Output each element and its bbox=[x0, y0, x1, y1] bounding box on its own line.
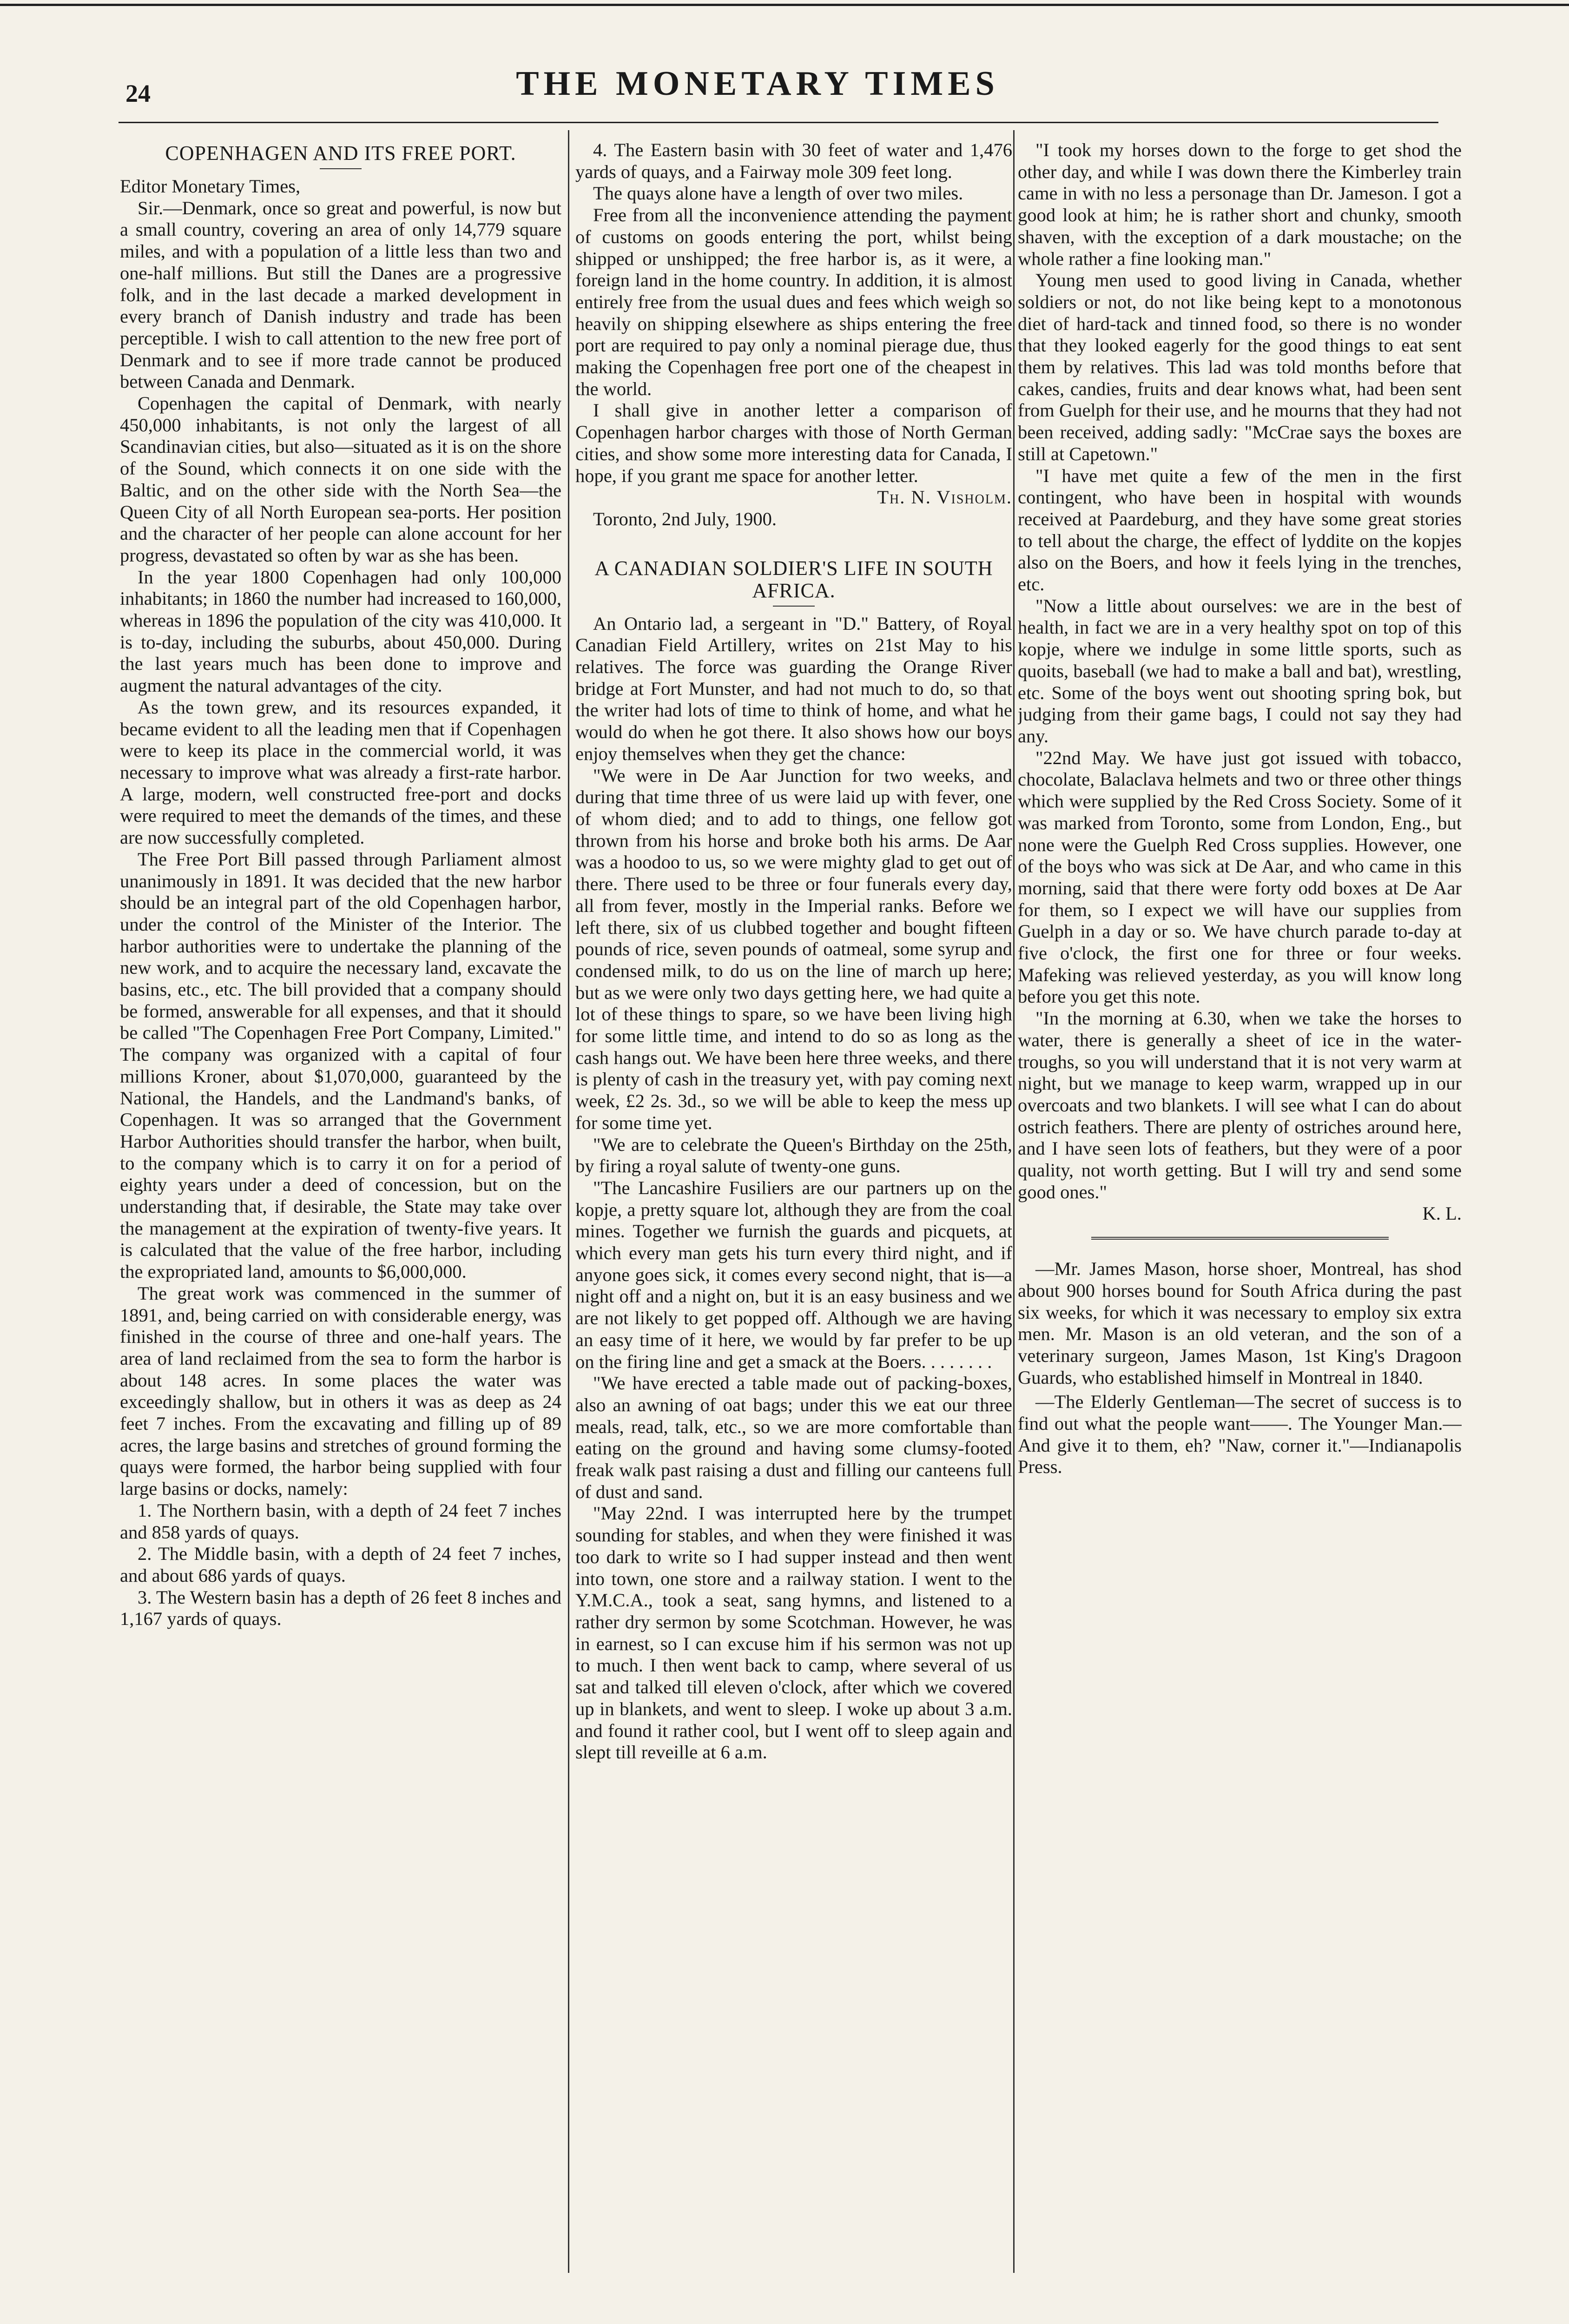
salutation: Editor Monetary Times, bbox=[120, 176, 301, 197]
paragraph: "The Lancashire Fusiliers are our partners up on the kopje, a pretty square lot, although they are from the coal mines. Together we furnish the guards and picquets, at which every man gets his turn every third night, and if anyone goes sick, it comes every second night, that is—a night off and a night on, but it is an easy business and we are not likely to get popped off. Although we are having an easy time of it here, we would by far prefer to be up on the firing line and get a smack at the Boers. . . . . . . . bbox=[575, 1177, 1012, 1372]
list-item: 3. The Western basin has a depth of 26 feet 8 inches and 1,167 yards of quays. bbox=[120, 1586, 561, 1630]
paragraph: "May 22nd. I was interrupted here by the trumpet sounding for stables, and when they were finished it was too dark to write so I had supper instead and then went into town, one store and a railway station. I went to the Y.M.C.A., took a seat, sang hymns, and listened to a rather dry sermon by some Scotchman. However, he was in earnest, so I can excuse him if his sermon was not up to much. I then went back to camp, where several of us sat and talked till eleven o'clock, after which we covered up in blankets, and went to sleep. I woke up about 3 a.m. and found it rather cool, but I went off to sleep again and slept till reveille at 6 a.m. bbox=[575, 1503, 1012, 1763]
paragraph: An Ontario lad, a sergeant in "D." Battery, of Royal Canadian Field Artillery, writes on 21st May to his relatives. The force was guarding the Orange River bridge at Fort Munster, and had not much to do, so that the writer had lots of time to think of home, and what he would do when he got there. It also shows how our boys enjoy themselves when they get the chance: bbox=[575, 613, 1012, 764]
paragraph: As the town grew, and its resources expanded, it became evident to all the leading men that if Copenhagen were to keep its place in the commercial world, it was necessary to improve what was already a first-rate harbor. A large, modern, well constructed free-port and docks were required to meet the demands of the times, and these are now successfully completed. bbox=[120, 696, 561, 848]
paragraph: Copenhagen the capital of Denmark, with nearly 450,000 inhabitants, is not only the largest of all Scandinavian cities, but also—situated as it is on the shore of the Sound, which connects it on one side with the Baltic, and on the other side with the North Sea—the Queen City of all North European sea-ports. Her position and the character of her people can alone account for her progress, devastated so often by war as she has been. bbox=[120, 393, 561, 566]
paragraph: Sir.—Denmark, once so great and powerful, is now but a small country, covering an area of only 14,779 square miles, and with a population of a little less than two and one-half millions. But still the Danes are a progressive folk, and in the last decade a marked development in every branch of Danish industry and trade has been perceptible. I wish to call attention to the new free port of Denmark and to see if more trade cannot be produced between Canada and Denmark. bbox=[120, 197, 561, 392]
title-rule bbox=[320, 168, 362, 169]
paragraph: "We were in De Aar Junction for two weeks, and during that time three of us were laid up with fever, one of whom died; and to add to things, one fellow got thrown from his horse and broke both his arms. De Aar was a hoodoo to us, so we were mighty glad to get out of there. There used to be three or four funerals every day, all from fever, mostly in the Imperial ranks. Before we left there, six of us clubbed together and bought fifteen pounds of rice, seven pounds of oatmeal, some syrup and condensed milk, to do us on the line of march up here; but as we were only two days getting here, we had quite a lot of these things to spare, so we have been living high for some little time, and intend to do so as long as the cash hangs out. We have been here three weeks, and there is plenty of cash in the treasury yet, with pay coming next week, £2 2s. 3d., so we will be able to keep the mess up for some time yet. bbox=[575, 765, 1012, 1133]
paragraph: "Now a little about ourselves: we are in the best of health, in fact we are in a very healthy spot on top of this kopje, where we indulge in some little sports, such as quoits, baseball (we had to make a ball and bat), wrestling, etc. Some of the boys went out shooting spring bok, but judging from their game bags, I could not say they had any. bbox=[1018, 595, 1462, 746]
list-item: 1. The Northern basin, with a depth of 24 feet 7 inches and 858 yards of quays. bbox=[120, 1499, 561, 1543]
paragraph: "We have erected a table made out of packing-boxes, also an awning of oat bags; under this we eat our three meals, read, talk, etc., so we are more comfortable than eating on the ground and having some clumsy-footed freak walk past raising a dust and filling our canteens full of dust and sand. bbox=[575, 1373, 1012, 1502]
masthead: THE MONETARY TIMES bbox=[516, 65, 999, 103]
column-divider bbox=[568, 130, 569, 2273]
section-separator-rule bbox=[1091, 1237, 1389, 1241]
list-item: 4. The Eastern basin with 30 feet of water and 1,476 yards of quays, and a Fairway mole 309 feet long. bbox=[575, 139, 1012, 182]
page-number: 24 bbox=[125, 79, 151, 107]
paragraph: I shall give in another letter a comparison of Copenhagen harbor charges with those of North German cities, and show some more interesting data for Canada, I hope, if you grant me space for another letter. bbox=[575, 400, 1012, 486]
column-1 bbox=[120, 139, 561, 2278]
news-item: —Mr. James Mason, horse shoer, Montreal, has shod about 900 horses bound for South Africa during the past six weeks, for which it was necessary to employ six extra men. Mr. Mason is an old veteran, and the son of a veterinary surgeon, James Mason, 1st King's Dragoon Guards, who established himself in Montreal in 1840. bbox=[1018, 1258, 1462, 1388]
article-title-soldier: A CANADIAN SOLDIER'S LIFE IN SOUTH AFRICA. bbox=[594, 556, 993, 602]
paragraph: "We are to celebrate the Queen's Birthday on the 25th, by firing a royal salute of twenty-one guns. bbox=[575, 1134, 1012, 1177]
news-item: —The Elderly Gentleman—The secret of success is to find out what the people want——. The Younger Man.—And give it to them, eh? "Naw, corner it."—Indianapolis Press. bbox=[1018, 1391, 1462, 1478]
article-title-copenhagen: COPENHAGEN AND ITS FREE PORT. bbox=[165, 142, 516, 165]
paragraph: "22nd May. We have just got issued with tobacco, chocolate, Balaclava helmets and two or three other things which were supplied by the Red Cross Society. Some of it was marked from Toronto, some from London, Eng., but none were the Guelph Red Cross supplies. However, one of the boys who was sick at De Aar, and who came in this morning, said that there were forty odd boxes at De Aar for them, so I expect we will have our supplies from Guelph in a day or so. We have church parade to-day at five o'clock, the first one for three or four weeks. Mafeking was relieved yesterday, as you will know long before you get this note. bbox=[1018, 747, 1462, 1007]
paragraph: "In the morning at 6.30, when we take the horses to water, there is generally a sheet of ice in the water-troughs, so you will understand that it is not very warm at night, but we manage to keep warm, wrapped up in our overcoats and two blankets. I will see what I can do about ostrich feathers. There are plenty of ostriches around here, and I have seen lots of feathers, but they were of a poor quality, not worth getting. But I will try and send some good ones." bbox=[1018, 1008, 1462, 1202]
paragraph: Young men used to good living in Canada, whether soldiers or not, do not like being kept to a monotonous diet of hard-tack and tinned food, so there is no wonder that they looked eagerly for the good things to eat sent them by relatives. This lad was told months before that cakes, candies, fruits and dear knows what, had been sent from Guelph for their use, and he mourns that they had not been received, adding sadly: "McCrae says the boxes are still at Capetown." bbox=[1018, 270, 1462, 464]
column-2 bbox=[575, 139, 1012, 2278]
paragraph: "I have met quite a few of the men in the first contingent, who have been in hospital with wounds received at Paardeburg, and they have some great stories to tell about the charge, the effect of lyddite on the kopjes also on the Boers, and how it feels lying in the trenches, etc. bbox=[1018, 465, 1462, 595]
column-3 bbox=[1018, 139, 1462, 2278]
signature bbox=[575, 487, 1012, 508]
paragraph: The great work was commenced in the summer of 1891, and, being carried on with considerable energy, was finished in the course of three and one-half years. The area of land reclaimed from the sea to form the harbor is about 148 acres. In some places the water was exceedingly shallow, but in others it was as deep as 24 feet 7 inches. From the excavating and filling up of 89 acres, the large basins and stretches of ground forming the quays were formed, the harbor being supplied with four large basins or docks, namely: bbox=[120, 1282, 561, 1499]
signature-name: Th. N. Visholm. bbox=[877, 487, 1012, 508]
signature: K. L. bbox=[1422, 1203, 1462, 1224]
list-item: 2. The Middle basin, with a depth of 24 feet 7 inches, and about 686 yards of quays. bbox=[120, 1543, 561, 1586]
top-border-rule bbox=[0, 4, 1569, 6]
paragraph: Free from all the inconvenience attending the payment of customs on goods entering the port, whilst being shipped or unshipped; the free harbor is, as it were, a foreign land in the home country. In addition, it is almost entirely free from the usual dues and fees which weigh so heavily on shipping elsewhere as ships entering the free port are required to pay only a nominal pierage due, thus making the Copenhagen free port one of the cheapest in the world. bbox=[575, 205, 1012, 399]
paragraph: The Free Port Bill passed through Parliament almost unanimously in 1891. It was decided that the new harbor should be an integral part of the old Copenhagen harbor, under the control of the Minister of the Interior. The harbor authorities were to undertake the planning of the new work, and to acquire the necessary land, excavate the basins, etc., etc. The bill provided that a company should be formed, answerable for all expenses, and that it should be called "The Copenhagen Free Port Company, Limited." The company was organized with a capital of four millions Kroner, about $1,070,000, guaranteed by the National, the Handels, and the Landmand's banks, of Copenhagen. It was so arranged that the Government Harbor Authorities should transfer the harbor, when built, to the company which is to carry it on for a period of eighty years under a deed of concession, but on the understanding that, if desirable, the State may take over the management at the expiration of twenty-five years. It is calculated that the value of the free harbor, including the expropriated land, amounts to $6,000,000. bbox=[120, 848, 561, 1282]
column-divider bbox=[1013, 130, 1015, 2273]
paragraph: In the year 1800 Copenhagen had only 100,000 inhabitants; in 1860 the number had increased to 160,000, whereas in 1896 the population of the city was 410,000. It is to-day, including the suburbs, about 450,000. During the last years much has been done to improve and augment the natural advantages of the city. bbox=[120, 566, 561, 696]
header-rule bbox=[119, 122, 1438, 123]
paragraph: The quays alone have a length of over two miles. bbox=[593, 183, 963, 204]
title-rule bbox=[773, 606, 815, 607]
spacer bbox=[575, 530, 1012, 555]
dateline: Toronto, 2nd July, 1900. bbox=[593, 508, 777, 529]
paragraph: "I took my horses down to the forge to get shod the other day, and while I was down there the Kimberley train came in with no less a personage than Dr. Jameson. I got a good look at him; he is rather short and chunky, smooth shaven, with the exception of a dark moustache; on the whole rather a fine looking man." bbox=[1018, 139, 1462, 269]
